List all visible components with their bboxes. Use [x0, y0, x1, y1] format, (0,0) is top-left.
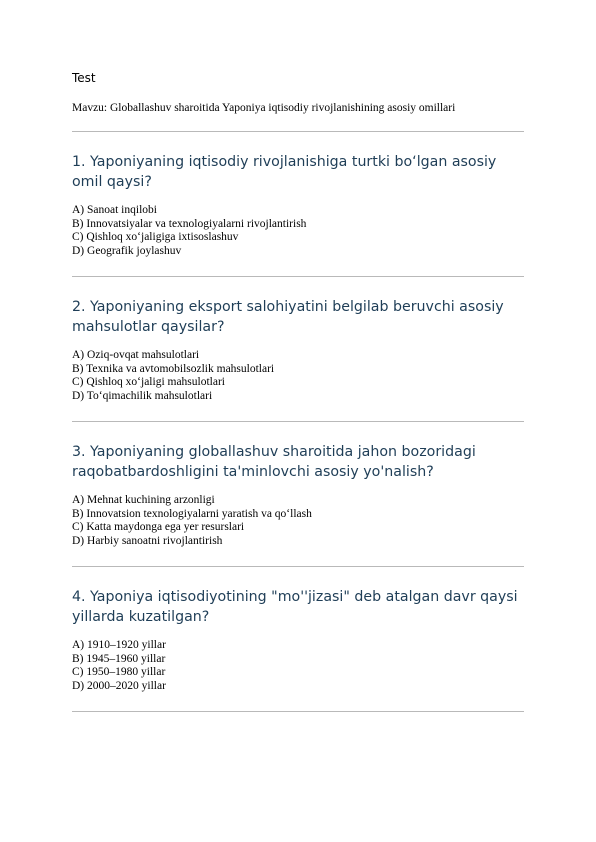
- answer-option-a: A) Mehnat kuchining arzonligi: [72, 494, 215, 506]
- answer-option-b: B) 1945–1960 yillar: [72, 652, 166, 665]
- answer-option-c: C) 1950–1980 yillar: [72, 666, 166, 679]
- question-4: [72, 587, 524, 694]
- answer-options: [72, 204, 524, 259]
- question-heading: 1. Yaponiyaning iqtisodiy rivojlanishiga turtki bo‘lgan asosiy omil qaysi?: [72, 154, 497, 190]
- answer-option-a: A) Sanoat inqilobi: [72, 204, 157, 216]
- answer-option-d: D) 2000–2020 yillar: [72, 680, 166, 693]
- answer-option-b: B) Texnika va avtomobilsozlik mahsulotlari: [72, 362, 275, 375]
- answer-option-b: B) Innovatsion texnologiyalarni yaratish va qo‘llash: [72, 507, 312, 520]
- answer-options: [72, 494, 524, 549]
- answer-option-a: A) 1910–1920 yillar: [72, 639, 166, 651]
- divider: [72, 276, 524, 277]
- question-2: [72, 297, 524, 404]
- answer-option-b: B) Innovatsiyalar va texnologiyalarni rivojlantirish: [72, 217, 307, 230]
- answer-option-c: C) Qishloq xo‘jaligi mahsulotlari: [72, 376, 225, 389]
- divider: [72, 421, 524, 422]
- question-1: [72, 152, 524, 259]
- answer-option-c: C) Qishloq xo‘jaligiga ixtisoslashuv: [72, 231, 239, 244]
- answer-option-a: A) Oziq-ovqat mahsulotlari: [72, 349, 200, 361]
- question-heading: 2. Yaponiyaning eksport salohiyatini belgilab beruvchi asosiy mahsulotlar qaysilar?: [72, 299, 504, 335]
- document-title: Test: [72, 71, 96, 85]
- divider: [72, 711, 524, 712]
- answer-option-c: C) Katta maydonga ega yer resurslari: [72, 521, 245, 534]
- question-heading: 4. Yaponiya iqtisodiyotining "mo''jizasi" deb atalgan davr qaysi yillarda kuzatilgan?: [72, 589, 518, 625]
- answer-option-d: D) Harbiy sanoatni rivojlantirish: [72, 535, 223, 548]
- question-3: [72, 442, 524, 549]
- question-heading: 3. Yaponiyaning globallashuv sharoitida jahon bozoridagi raqobatbardoshligini ta'minlovchi asosiy yo'nalish?: [72, 444, 476, 480]
- answer-options: [72, 349, 524, 404]
- divider: [72, 131, 524, 132]
- answer-option-d: D) Geografik joylashuv: [72, 245, 182, 258]
- document-topic: Mavzu: Globallashuv sharoitida Yaponiya iqtisodiy rivojlanishining asosiy omillari: [72, 102, 456, 114]
- answer-option-d: D) To‘qimachilik mahsulotlari: [72, 390, 213, 403]
- divider: [72, 566, 524, 567]
- answer-options: [72, 639, 524, 694]
